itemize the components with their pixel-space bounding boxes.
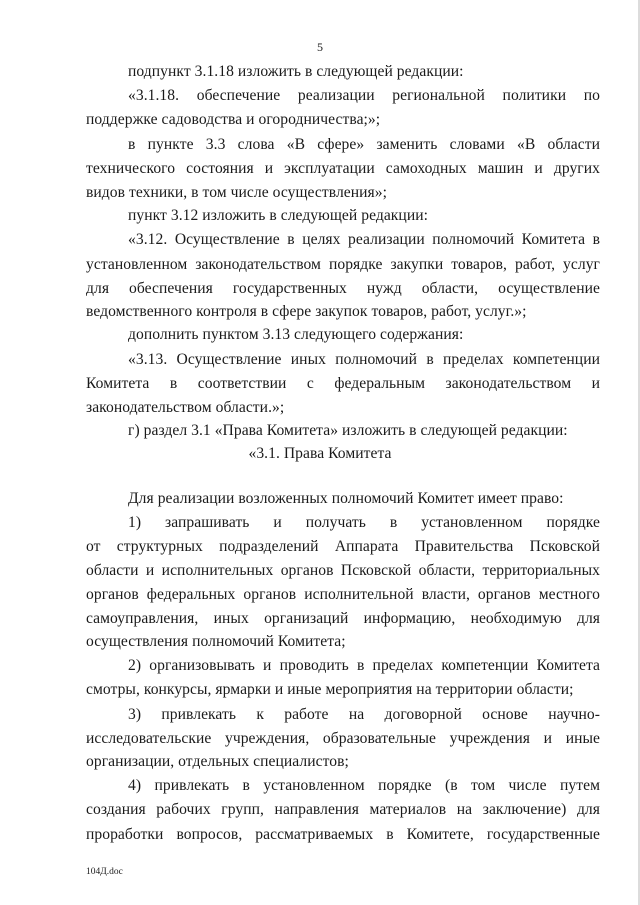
list-item-line: 3) привлекать к работе на договорной основе научно-	[128, 706, 600, 723]
text-line: проработки вопросов, рассматриваемых в Комитете, государственные	[86, 826, 600, 843]
list-item-line: 1) запрашивать и получать в установленном порядке	[128, 514, 600, 531]
text-line: пункт 3.12 изложить в следующей редакции:	[128, 207, 428, 224]
text-line: области и исполнительных органов Псковской области, территориальных	[86, 562, 600, 579]
text-line: создания рабочих групп, направления материалов на заключение) для	[86, 801, 600, 818]
text-line: поддержке садоводства и огородничества;»;	[86, 111, 381, 128]
text-line: г) раздел 3.1 «Права Комитета» изложить в следующей редакции:	[128, 422, 568, 439]
text-line: технического состояния и эксплуатации самоходных машин и других	[86, 160, 600, 177]
text-line: «3.12. Осуществление в целях реализации полномочий Комитета в	[128, 231, 600, 248]
section-heading: «3.1. Права Комитета	[248, 445, 392, 462]
text-line: Комитета в соответствии с федеральным законодательством и	[86, 375, 600, 392]
text-line: в пункте 3.3 слова «В сфере» заменить словами «В области	[128, 136, 600, 153]
text-line: от структурных подразделений Аппарата Правительства Псковской	[86, 538, 600, 555]
text-line: ведомственного контроля в сфере закупок товаров, работ, услуг.»;	[86, 303, 527, 320]
text-line: подпункт 3.1.18 изложить в следующей редакции:	[128, 63, 464, 80]
text-line: осуществления полномочий Комитета;	[86, 633, 346, 650]
page-number: 5	[317, 40, 323, 54]
text-line: самоуправления, иных организаций информацию, необходимую для	[86, 610, 600, 627]
text-line: Для реализации возложенных полномочий Комитет имеет право:	[128, 490, 564, 507]
text-line: «3.13. Осуществление иных полномочий в пределах компетенции	[128, 351, 600, 368]
list-item-line: 4) привлекать в установленном порядке (в том числе путем	[128, 777, 600, 794]
text-line: для обеспечения государственных нужд области, осуществление	[86, 280, 600, 297]
text-line: «3.1.18. обеспечение реализации региональной политики по	[128, 87, 600, 104]
text-line: организации, отдельных специалистов;	[86, 753, 349, 770]
text-line: органов федеральных органов исполнительной власти, органов местного	[86, 586, 600, 603]
text-line: смотры, конкурсы, ярмарки и иные мероприятия на территории области;	[86, 681, 574, 698]
footer-filename: 104Д.doc	[86, 867, 123, 877]
text-line: законодательством области.»;	[86, 399, 285, 416]
text-line: дополнить пунктом 3.13 следующего содержания:	[128, 326, 464, 343]
text-line: установленном законодательством порядке закупки товаров, работ, услуг	[86, 256, 600, 273]
text-line: видов техники, в том числе осуществления»;	[86, 184, 387, 201]
text-line: исследовательские учреждения, образовательные учреждения и иные	[86, 730, 600, 747]
list-item-line: 2) организовывать и проводить в пределах компетенции Комитета	[128, 657, 600, 674]
